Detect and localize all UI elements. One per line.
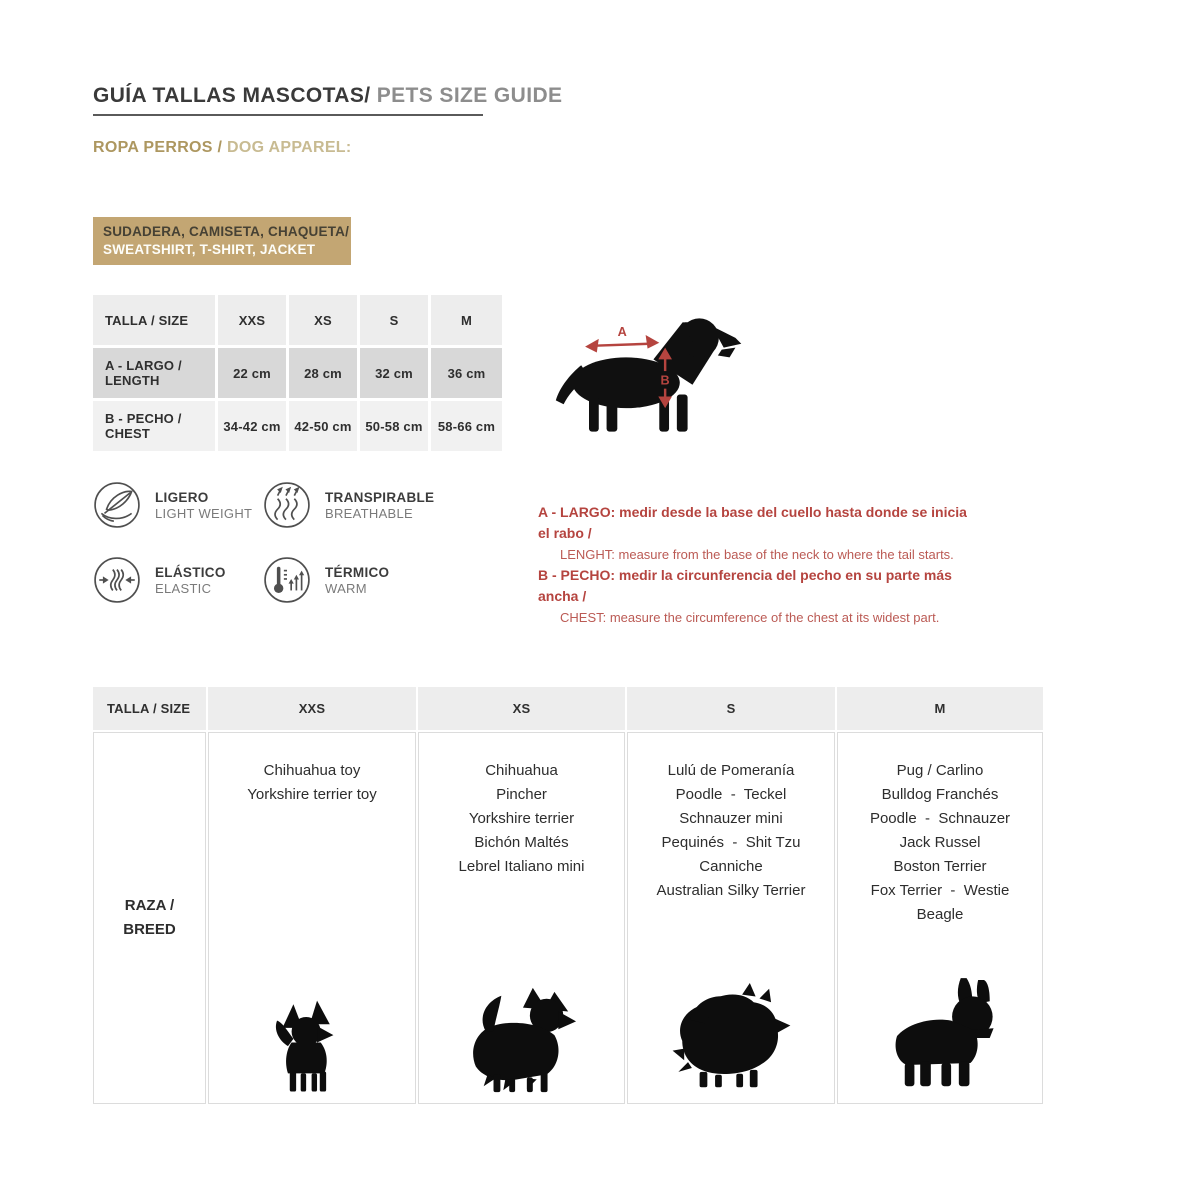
breed-item: Yorkshire terrier xyxy=(468,810,575,827)
breed-item: Bulldog Franchés xyxy=(881,786,999,803)
labrador-silhouette xyxy=(548,300,753,448)
breed-item: Beagle xyxy=(916,906,964,923)
breed-row-label-en: BREED xyxy=(123,921,176,938)
feature-lightweight xyxy=(93,481,252,529)
note-b-es: B - PECHO: medir la circunferencia del pecho en su parte más ancha / xyxy=(538,567,952,604)
garment-type-banner xyxy=(93,217,351,265)
page-subtitle-en: DOG APPAREL: xyxy=(222,139,352,156)
feature-name-en: WARM xyxy=(325,580,367,596)
breed-table-header-xxs: XXS xyxy=(208,687,416,730)
breed-item: Australian Silky Terrier xyxy=(656,882,806,899)
breed-cell-m xyxy=(837,732,1043,1104)
breed-item: Lebrel Italiano mini xyxy=(458,858,585,875)
breed-row-label xyxy=(93,732,206,1104)
breed-cell-xs xyxy=(418,732,625,1104)
breed-item: Pincher xyxy=(496,786,547,803)
breed-item: Boston Terrier xyxy=(893,858,987,875)
chest-row-label: B - PECHO / CHEST xyxy=(93,401,215,451)
breed-table-header-xs: XS xyxy=(418,687,625,730)
page-title-es: GUÍA TALLAS MASCOTAS/ xyxy=(93,84,371,107)
breed-item: Jack Russel xyxy=(899,834,981,851)
feather-icon xyxy=(93,481,141,529)
measure-notes xyxy=(538,502,968,628)
breed-item: Poodle - Schnauzer xyxy=(869,810,1011,827)
length-m: 36 cm xyxy=(431,348,502,398)
breed-cell-s xyxy=(627,732,835,1104)
length-xxs: 22 cm xyxy=(218,348,286,398)
note-a-en: LENGHT: measure from the base of the neck to where the tail starts. xyxy=(560,547,954,562)
note-b-en: CHEST: measure the circumference of the chest at its widest part. xyxy=(560,610,940,625)
breed-list-xs xyxy=(459,733,585,879)
breed-item: Pug / Carlino xyxy=(896,762,984,779)
breed-item: Pequinés - Shit Tzu xyxy=(661,834,801,851)
chest-xs: 42-50 cm xyxy=(289,401,357,451)
breed-item: Chihuahua toy xyxy=(263,762,361,779)
breed-list-xxs xyxy=(247,733,377,807)
chihuahua-silhouette xyxy=(260,997,365,1097)
size-table-header-label: TALLA / SIZE xyxy=(93,295,215,345)
chest-s: 50-58 cm xyxy=(360,401,428,451)
size-table-header-xxs: XXS xyxy=(218,295,286,345)
breed-item: Poodle - Teckel xyxy=(675,786,787,803)
length-row-label: A - LARGO / LENGTH xyxy=(93,348,215,398)
garment-type-en: SWEATSHIRT, T-SHIRT, JACKET xyxy=(103,241,316,257)
breed-list-s xyxy=(657,733,806,903)
feature-name-es: LIGERO xyxy=(155,489,209,505)
elastic-icon xyxy=(93,556,141,604)
feature-elastic xyxy=(93,556,226,604)
chest-m: 58-66 cm xyxy=(431,401,502,451)
feature-name-en: ELASTIC xyxy=(155,580,212,596)
arrow-label-b: B xyxy=(660,373,670,388)
dog-image-m xyxy=(870,976,1010,1097)
feature-name-es: ELÁSTICO xyxy=(155,564,226,580)
breathable-icon xyxy=(263,481,311,529)
page-subtitle xyxy=(93,139,352,157)
feature-name-en: LIGHT WEIGHT xyxy=(155,505,253,521)
measure-diagram xyxy=(548,300,753,448)
french-bulldog-silhouette xyxy=(870,976,1010,1097)
dog-image-s xyxy=(661,981,801,1097)
size-table-header-xs: XS xyxy=(289,295,357,345)
garment-type-es: SUDADERA, CAMISETA, CHAQUETA/ xyxy=(103,224,350,239)
page-title xyxy=(93,84,562,108)
dog-image-xs xyxy=(458,984,586,1097)
page-subtitle-es: ROPA PERROS / xyxy=(93,139,223,156)
breed-item: Fox Terrier - Westie xyxy=(870,882,1010,899)
length-xs: 28 cm xyxy=(289,348,357,398)
breed-list-m xyxy=(870,733,1010,927)
breed-cell-xxs xyxy=(208,732,416,1104)
arrow-label-a: A xyxy=(617,324,627,339)
breed-row-label-es: RAZA / xyxy=(124,897,175,914)
note-a-es: A - LARGO: medir desde la base del cuello hasta donde se inicia el rabo / xyxy=(538,504,967,541)
chest-xxs: 34-42 cm xyxy=(218,401,286,451)
length-s: 32 cm xyxy=(360,348,428,398)
breed-table-header-s: S xyxy=(627,687,835,730)
breed-item: Canniche xyxy=(699,858,763,875)
feature-name-en: BREATHABLE xyxy=(325,505,414,521)
thermometer-icon xyxy=(263,556,311,604)
page-title-en: PETS SIZE GUIDE xyxy=(370,84,563,107)
breed-item: Schnauzer mini xyxy=(679,810,783,827)
pomeranian-silhouette xyxy=(661,981,801,1097)
feature-name-es: TRANSPIRABLE xyxy=(325,489,435,505)
breed-table xyxy=(93,687,1043,1104)
size-table-header-s: S xyxy=(360,295,428,345)
longhair-chihuahua-silhouette xyxy=(458,984,586,1097)
title-underline xyxy=(93,114,483,116)
breed-table-header-m: M xyxy=(837,687,1043,730)
breed-item: Bichón Maltés xyxy=(474,834,569,851)
size-table xyxy=(93,295,502,451)
size-table-header-m: M xyxy=(431,295,502,345)
feature-breathable xyxy=(263,481,434,529)
feature-name-es: TÉRMICO xyxy=(325,564,390,580)
breed-item: Yorkshire terrier toy xyxy=(247,786,377,803)
dog-image-xxs xyxy=(260,997,365,1097)
breed-item: Chihuahua xyxy=(485,762,558,779)
breed-item: Lulú de Pomeranía xyxy=(667,762,795,779)
breed-table-header-label: TALLA / SIZE xyxy=(93,687,206,730)
feature-warm xyxy=(263,556,389,604)
